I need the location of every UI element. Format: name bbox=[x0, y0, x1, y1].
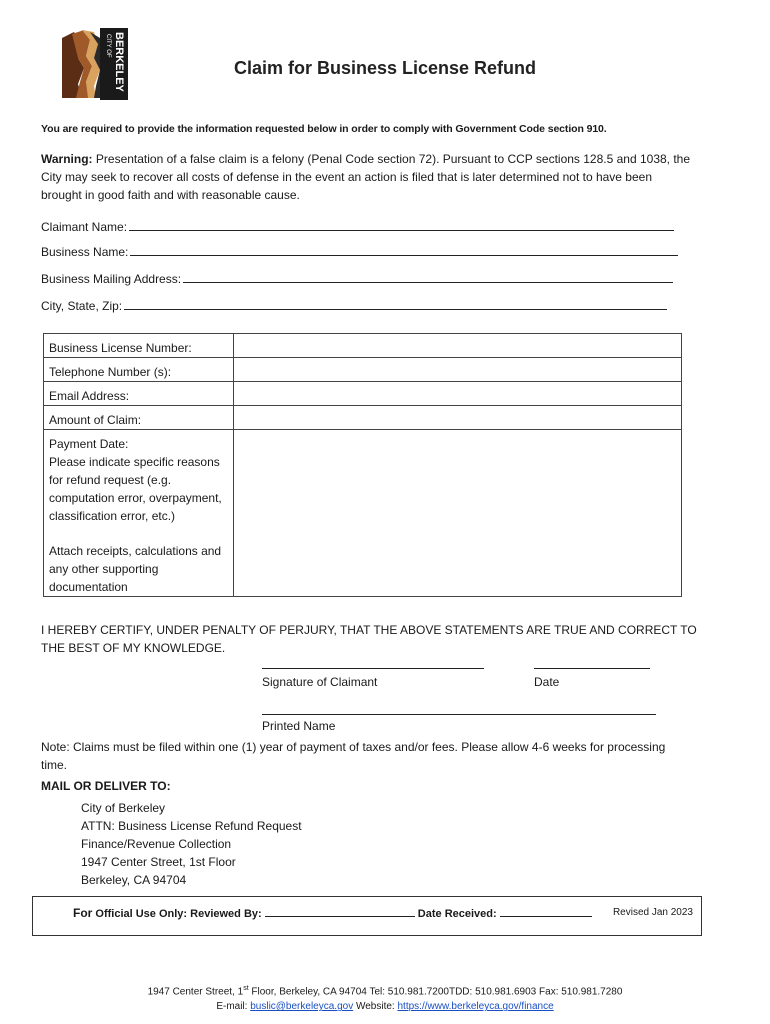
amount-input[interactable] bbox=[234, 406, 682, 430]
page-footer bbox=[0, 981, 770, 1014]
official-reviewed-label: Official Use Only: Reviewed By: bbox=[92, 908, 265, 920]
claimant-name-label: Claimant Name: bbox=[41, 220, 128, 234]
requirement-note: You are required to provide the information requested below in order to comply with Government Code section 910. bbox=[41, 123, 607, 135]
reviewed-by-line[interactable] bbox=[265, 906, 415, 917]
address-line: City of Berkeley bbox=[81, 801, 166, 815]
business-name-label: Business Name: bbox=[41, 245, 129, 259]
email-label: Email Address: bbox=[44, 382, 234, 406]
telephone-input[interactable] bbox=[234, 358, 682, 382]
printed-name-label: Printed Name bbox=[262, 719, 336, 733]
processing-note: Note: Claims must be filed within one (1) year of payment of taxes and/or fees. Please allow 4-6 weeks for processing time. bbox=[41, 740, 666, 772]
footer-website-link[interactable]: https://www.berkeleyca.gov/finance bbox=[397, 1001, 554, 1013]
signature-line[interactable] bbox=[262, 668, 484, 669]
claim-info-table bbox=[43, 333, 682, 597]
claimant-name-field[interactable] bbox=[41, 218, 674, 234]
reasons-label: Please indicate specific reasons for refund request (e.g. computation error, overpayment, classification error, etc.) bbox=[49, 455, 222, 523]
page-title: Claim for Business License Refund bbox=[233, 58, 537, 78]
reasons-input[interactable] bbox=[234, 430, 682, 597]
city-state-zip-field[interactable] bbox=[41, 297, 667, 313]
footer-email-label: E-mail: bbox=[216, 1001, 251, 1013]
logo-label: CITY OF bbox=[105, 34, 111, 58]
email-input[interactable] bbox=[234, 382, 682, 406]
license-number-input[interactable] bbox=[234, 334, 682, 358]
official-lead: For bbox=[73, 906, 93, 920]
address-line: ATTN: Business License Refund Request bbox=[81, 819, 302, 833]
telephone-label: Telephone Number (s): bbox=[44, 358, 234, 382]
date-line[interactable] bbox=[534, 668, 650, 669]
footer-address-sup: st bbox=[243, 985, 249, 992]
warning-text: Presentation of a false claim is a felony (Penal Code section 72). Pursuant to CCP sections 128.5 and 1038, the City may seek to recover all costs of defense in the event an action is filed that is later determined not to have been brought in good faith and with reasonable cause. bbox=[41, 152, 691, 202]
date-label: Date bbox=[534, 675, 560, 689]
logo-name: BERKELEY bbox=[113, 32, 125, 92]
official-use-box bbox=[32, 896, 702, 936]
address-line: Berkeley, CA 94704 bbox=[81, 873, 187, 887]
address-line: Finance/Revenue Collection bbox=[81, 837, 232, 851]
payment-date-label: Payment Date: bbox=[49, 437, 129, 451]
certification-statement: I HEREBY CERTIFY, UNDER PENALTY OF PERJURY, THAT THE ABOVE STATEMENTS ARE TRUE AND CORRECT TO THE BEST OF MY KNOWLEDGE. bbox=[41, 623, 697, 655]
mailing-address-block bbox=[81, 799, 302, 889]
footer-website-label: Website: bbox=[353, 1001, 398, 1013]
mailing-address-label: Business Mailing Address: bbox=[41, 272, 182, 286]
business-name-field[interactable] bbox=[41, 243, 678, 259]
date-received-line[interactable] bbox=[500, 906, 592, 917]
footer-email-link[interactable]: buslic@berkeleyca.gov bbox=[250, 1001, 354, 1013]
license-number-label: Business License Number: bbox=[44, 334, 234, 358]
mail-heading: MAIL OR DELIVER TO: bbox=[41, 779, 171, 793]
warning-paragraph bbox=[41, 150, 691, 204]
official-date-label: Date Received: bbox=[414, 908, 500, 920]
mailing-address-field[interactable] bbox=[41, 270, 673, 286]
printed-name-line[interactable] bbox=[262, 714, 656, 715]
amount-label: Amount of Claim: bbox=[44, 406, 234, 430]
warning-label: Warning: bbox=[41, 152, 93, 166]
footer-address-b: Floor, Berkeley, CA 94704 Tel: 510.981.7200TDD: 510.981.6903 Fax: 510.981.7280 bbox=[248, 986, 623, 998]
revised-date: Revised Jan 2023 bbox=[612, 907, 693, 918]
address-line: 1947 Center Street, 1st Floor bbox=[81, 855, 236, 869]
reasons-cell bbox=[44, 430, 234, 597]
attach-label: Attach receipts, calculations and any other supporting documentation bbox=[49, 544, 222, 594]
signature-label: Signature of Claimant bbox=[262, 675, 378, 689]
footer-address-a: 1947 Center Street, 1 bbox=[147, 986, 244, 998]
city-state-zip-label: City, State, Zip: bbox=[41, 299, 123, 313]
